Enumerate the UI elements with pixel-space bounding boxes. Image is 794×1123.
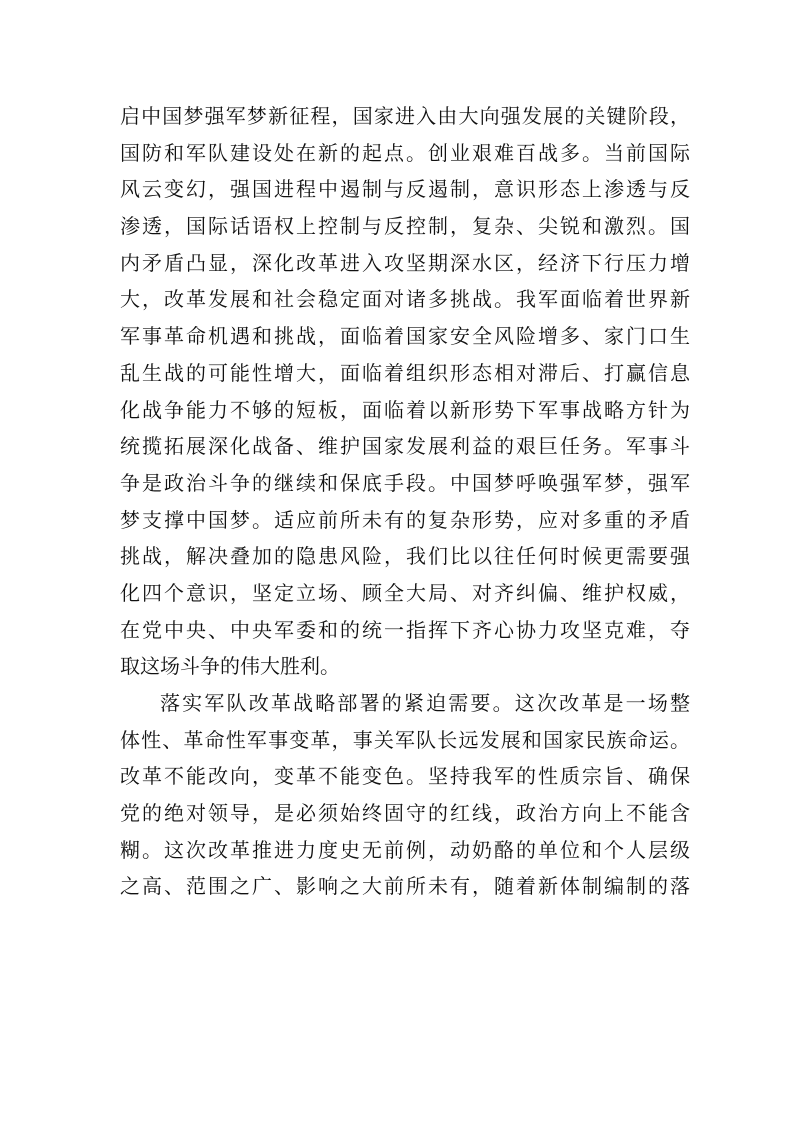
text-line: 糊。这次改革推进力度史无前例，动奶酪的单位和个人层级 xyxy=(120,837,690,862)
text-line: 化四个意识，坚定立场、顾全大局、对齐纠偏、维护权威， xyxy=(120,580,690,605)
text-line: 乱生战的可能性增大，面临着组织形态相对滞后、打赢信息 xyxy=(120,360,690,385)
document-body-text xyxy=(120,98,690,905)
paragraph-start-line: 落实军队改革战略部署的紧迫需要。这次改革是一场整 xyxy=(160,691,690,715)
text-line: 化战争能力不够的短板，面临着以新形势下军事战略方针为 xyxy=(120,397,690,422)
text-line: 在党中央、中央军委和的统一指挥下齐心协力攻坚克难，夺 xyxy=(120,617,690,642)
text-line: 之高、范围之广、影响之大前所未有，随着新体制编制的落 xyxy=(120,874,690,899)
paragraph-end-line: 取这场斗争的伟大胜利。 xyxy=(120,654,340,679)
text-line: 启中国梦强军梦新征程，国家进入由大向强发展的关键阶段， xyxy=(120,104,690,128)
text-line: 体性、革命性军事变革，事关军队长远发展和国家民族命运。 xyxy=(120,727,690,752)
text-line: 国防和军队建设处在新的起点。创业艰难百战多。当前国际 xyxy=(120,140,690,165)
text-line: 渗透，国际话语权上控制与反控制，复杂、尖锐和激烈。国 xyxy=(120,214,690,239)
text-line: 梦支撑中国梦。适应前所未有的复杂形势，应对多重的矛盾 xyxy=(120,507,690,532)
text-line: 党的绝对领导，是必须始终固守的红线，政治方向上不能含 xyxy=(120,801,690,826)
text-line: 军事革命机遇和挑战，面临着国家安全风险增多、家门口生 xyxy=(120,324,690,349)
text-line: 统揽拓展深化战备、维护国家发展利益的艰巨任务。军事斗 xyxy=(120,434,690,459)
text-line: 争是政治斗争的继续和保底手段。中国梦呼唤强军梦，强军 xyxy=(120,470,690,495)
text-line: 挑战，解决叠加的隐患风险，我们比以往任何时候更需要强 xyxy=(120,544,690,569)
text-line: 改革不能改向，变革不能变色。坚持我军的性质宗旨、确保 xyxy=(120,764,690,789)
text-line: 大，改革发展和社会稳定面对诸多挑战。我军面临着世界新 xyxy=(120,287,690,312)
text-line: 内矛盾凸显，深化改革进入攻坚期深水区，经济下行压力增 xyxy=(120,250,690,275)
text-line: 风云变幻，强国进程中遏制与反遏制，意识形态上渗透与反 xyxy=(120,177,690,202)
